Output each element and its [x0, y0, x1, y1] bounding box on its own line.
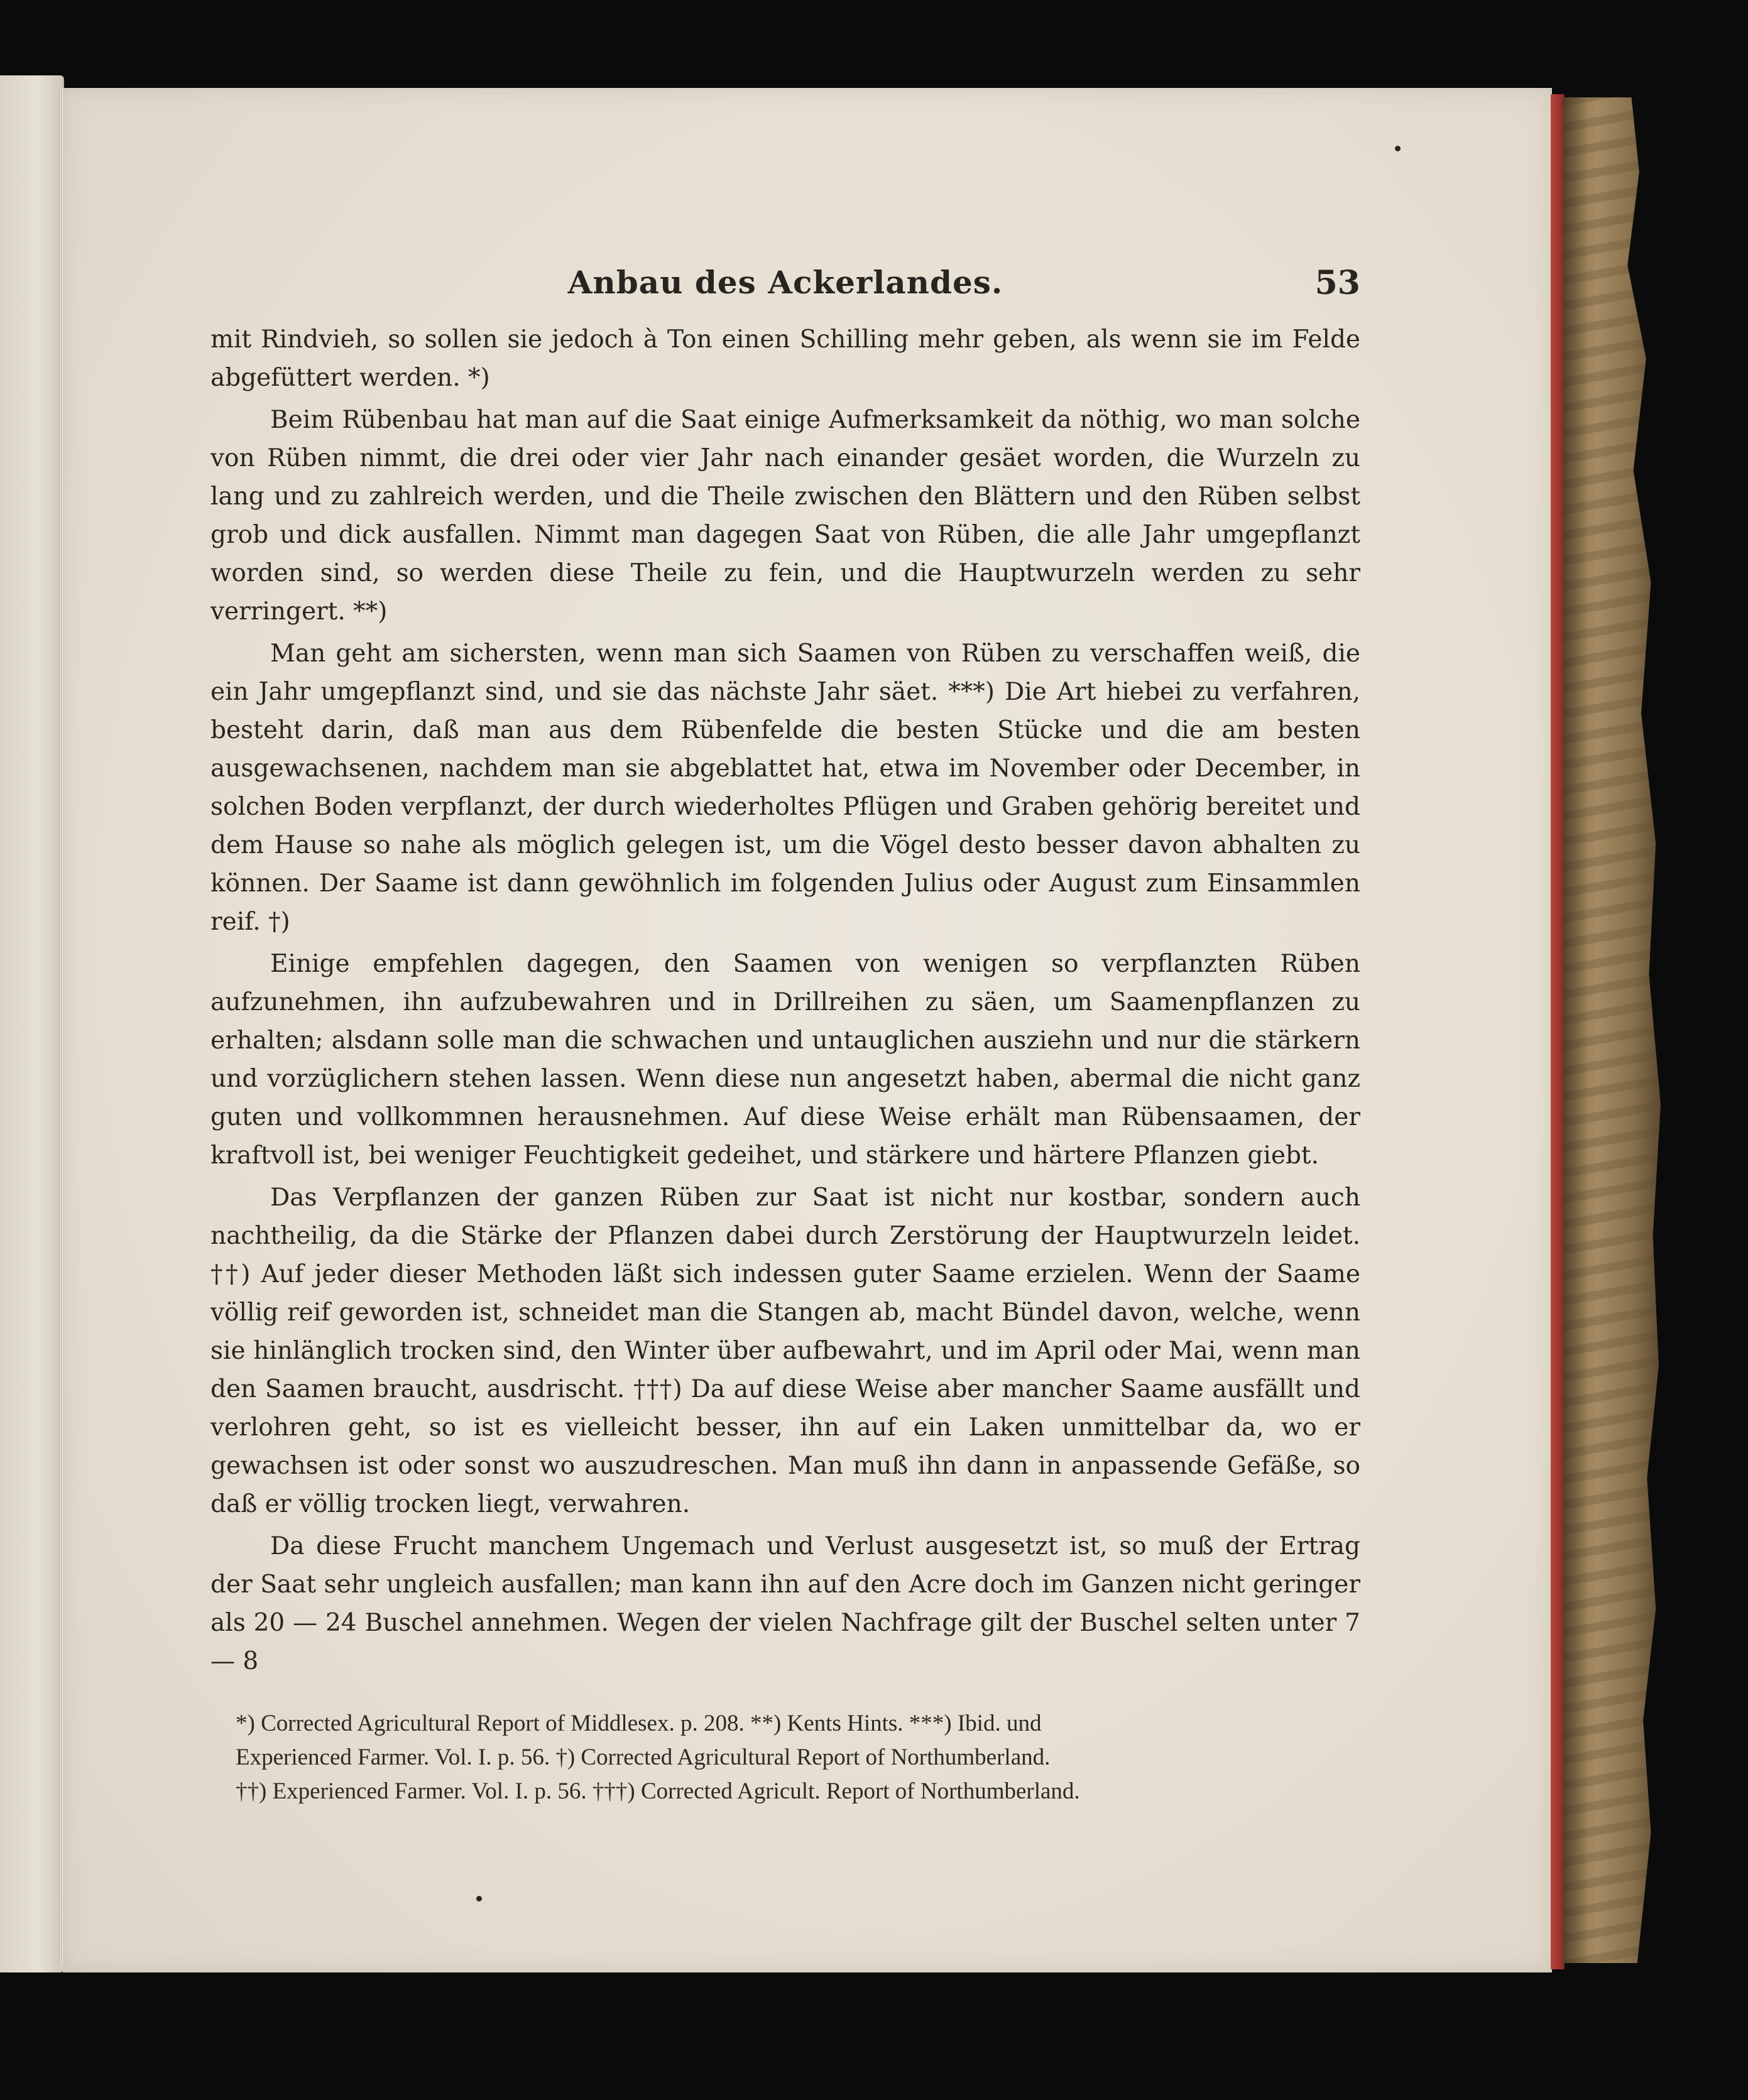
footnote-line: *) Corrected Agricultural Report of Middlesex. p. 208. **) Kents Hints. ***) Ibid. und [236, 1711, 1042, 1736]
previous-page-edge [0, 75, 64, 1972]
text-block [210, 251, 1360, 1809]
running-title: Anbau des Ackerlandes. [567, 264, 1003, 301]
ink-speck [476, 1896, 482, 1901]
paragraph: Da diese Frucht manchem Ungemach und Verlust ausgesetzt ist, so muß der Ertrag der Saat sehr ungleich ausfallen; man kann ihn auf den Acre doch im Ganzen nicht geringer als 20 — 24 Buschel annehmen. Wegen der vielen Nachfrage gilt der Buschel selten unter 7 — 8 [210, 1532, 1360, 1675]
page-number: 53 [1314, 264, 1360, 302]
ink-speck [1395, 146, 1401, 151]
paragraph: Man geht am sichersten, wenn man sich Saamen von Rüben zu verschaffen weiß, die ein Jahr umgepflanzt sind, und sie das nächste Jahr säet. ***) Die Art hiebei zu verfahren, besteht darin, daß man aus dem Rübenfelde die besten Stücke und die am besten ausgewachsenen, nachdem man sie abgeblattet hat, etwa im November oder December, in solchen Boden verpflanzt, der durch wiederholtes Pflügen und Graben gehörig bereitet und dem Hause so nahe als möglich gelegen ist, um die Vögel desto besser davon abhalten zu können. Der Saame ist dann gewöhnlich im folgenden Julius oder August zum Einsammlen reif. †) [210, 639, 1360, 936]
spine-shadow [1563, 97, 1588, 1963]
red-cover-edge [1551, 94, 1565, 1969]
footnote-line: Experienced Farmer. Vol. I. p. 56. †) Corrected Agricultural Report of Northumberland. [236, 1744, 1051, 1770]
body-text [210, 320, 1360, 1680]
paragraph: Beim Rübenbau hat man auf die Saat einige Aufmerksamkeit da nöthig, wo man solche von Rüben nimmt, die drei oder vier Jahr nach einander gesäet worden, die Wurzeln zu lang und zu zahlreich werden, und die Theile zwischen den Blättern und den Rüben selbst grob und dick ausfallen. Nimmt man dagegen Saat von Rüben, die alle Jahr umgepflanzt worden sind, so werden diese Theile zu fein, und die Hauptwurzeln werden zu sehr verringert. **) [210, 406, 1360, 626]
paragraph: mit Rindvieh, so sollen sie jedoch à Ton einen Schilling mehr geben, als wenn sie im Felde abgefüttert werden. *) [210, 325, 1360, 392]
paragraph: Einige empfehlen dagegen, den Saamen von wenigen so verpflanzten Rüben aufzunehmen, ihn aufzubewahren und in Drillreihen zu säen, um Saamenpflanzen zu erhalten; alsdann solle man die schwachen und untauglichen ausziehn und nur die stärkern und vorzüglichern stehen lassen. Wenn diese nun angesetzt haben, abermal die nicht ganz guten und vollkommnen herausnehmen. Auf diese Weise erhält man Rübensaamen, der kraftvoll ist, bei weniger Feuchtigkeit gedeihet, und stärkere und härtere Pflanzen giebt. [210, 950, 1360, 1170]
running-head [210, 251, 1360, 308]
paragraph: Das Verpflanzen der ganzen Rüben zur Saat ist nicht nur kostbar, sondern auch nachtheilig, da die Stärke der Pflanzen dabei durch Zerstörung der Hauptwurzeln leidet. ††) Auf jeder dieser Methoden läßt sich indessen guter Saame erzielen. Wenn der Saame völlig reif geworden ist, schneidet man die Stangen ab, macht Bündel davon, welche, wenn sie hinlänglich trocken sind, den Winter über aufbewahrt, und im April oder Mai, wenn man den Saamen braucht, ausdrischt. †††) Da auf diese Weise aber mancher Saame ausfällt und verlohren geht, so ist es vielleicht besser, ihn auf ein Laken unmittelbar da, wo er gewachsen ist oder sonst wo auszudreschen. Man muß ihn dann in anpassende Gefäße, so daß er völlig trocken liegt, verwahren. [210, 1183, 1360, 1518]
footnote-line: ††) Experienced Farmer. Vol. I. p. 56. †††) Corrected Agricult. Report of Northumberland. [236, 1778, 1080, 1804]
footnotes [210, 1707, 1360, 1809]
